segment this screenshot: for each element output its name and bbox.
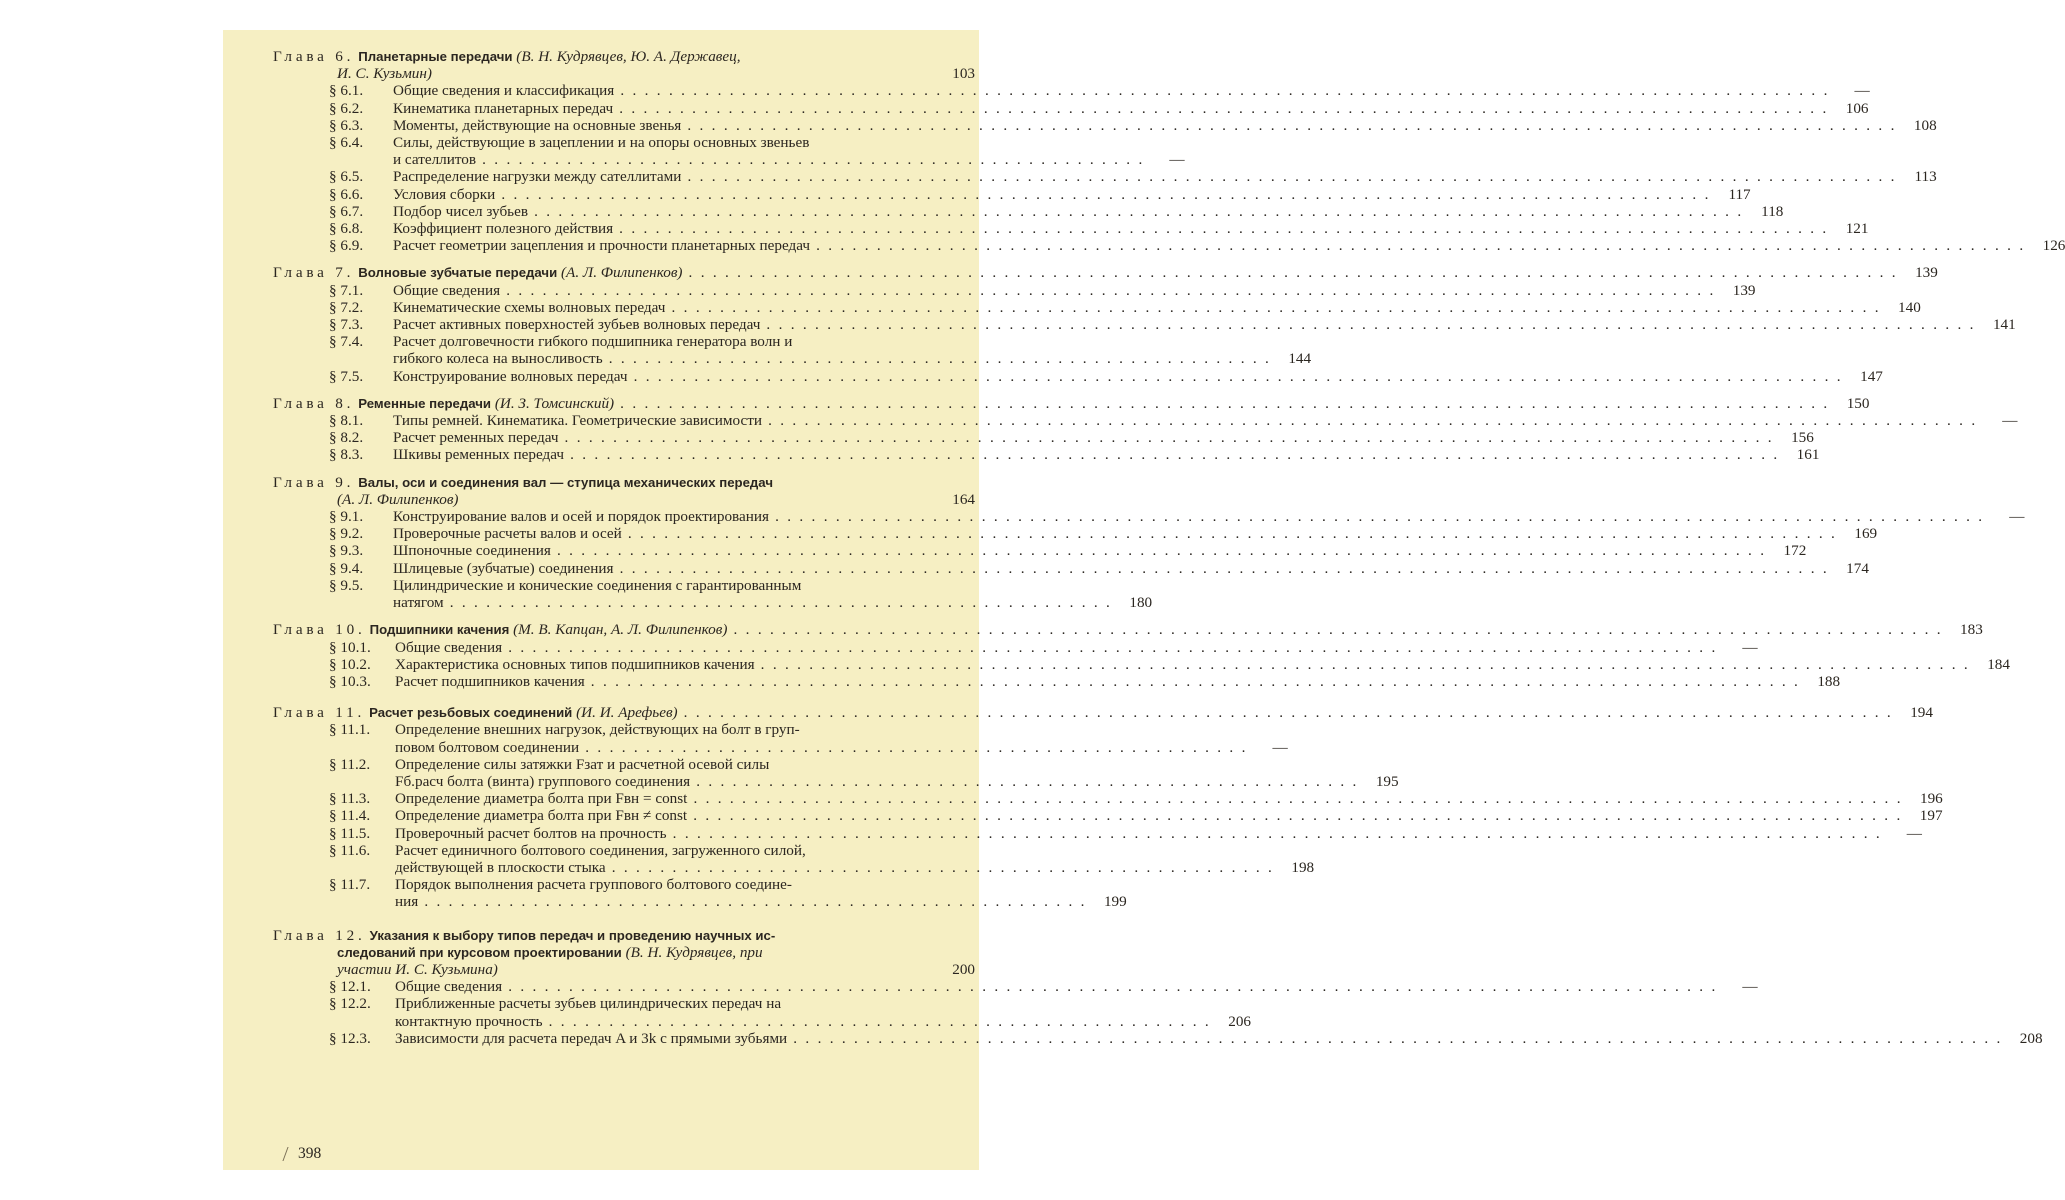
section-page: —: [1742, 978, 1758, 996]
section-title: Определение внешних нагрузок, действующих на болт в груп-: [395, 721, 800, 739]
dot-leader: . . . . . . . . . . . . . . . . . . . . . . . . . . . . . . . . . . . . . . . . . . . . . . . . . . . . . . .: [605, 858, 1275, 876]
section-title-continued: гибкого колеса на выносливость: [393, 350, 603, 368]
section-page: 180: [1129, 594, 1153, 612]
section-title: Условия сборки: [393, 185, 496, 203]
section-entry[interactable]: [273, 672, 1841, 690]
section-entry[interactable]: [273, 576, 1153, 612]
section-title: Конструирование валов и осей и порядок проектирования: [393, 508, 769, 526]
section-page: —: [1906, 824, 1922, 842]
section-title-continued: действующей в плоскости стыка: [395, 858, 606, 876]
section-page: 196: [1919, 790, 1943, 808]
section-page: 144: [1288, 350, 1312, 368]
section-title-continued: натягом: [393, 594, 444, 612]
section-entry[interactable]: [273, 82, 1870, 100]
section-number: § 12.1.: [329, 978, 371, 996]
section-title: Конструирование волновых передач: [393, 367, 628, 385]
chapter-heading[interactable]: [273, 704, 1933, 722]
section-entry[interactable]: [273, 807, 1943, 825]
section-number: § 6.7.: [329, 202, 364, 220]
section-entry[interactable]: [273, 995, 1252, 1030]
section-title: Определение силы затяжки Fзат и расчетной осевой силы: [395, 755, 770, 773]
chapter: [273, 926, 2043, 1047]
section-title: Расчет долговечности гибкого подшипника генератора волн и: [393, 333, 793, 351]
section-title: Кинематика планетарных передач: [393, 99, 614, 117]
section-number: § 9.5.: [329, 576, 364, 594]
section-number: § 6.9.: [329, 237, 364, 255]
section-page: 141: [1992, 316, 2016, 334]
section-page: 184: [1987, 655, 2010, 673]
section-entry[interactable]: [273, 638, 1758, 656]
section-title: Определение диаметра болта при Fвн = const: [395, 790, 688, 808]
section-entry[interactable]: [273, 876, 1127, 911]
section-title: Приближенные расчеты зубьев цилиндрических передач на: [395, 995, 782, 1013]
section-number: § 10.3.: [329, 672, 371, 690]
section-entry[interactable]: [273, 134, 1185, 169]
chapter-label: Глава 8.: [273, 394, 355, 412]
chapter-label: Глава 12.: [273, 926, 366, 944]
chapter-page: 164: [952, 490, 975, 508]
section-number: § 11.2.: [329, 755, 371, 773]
chapter-title: Волновые зубчатые передачи: [358, 265, 558, 281]
section-entry[interactable]: [273, 525, 1878, 543]
section-title: Шлицевые (зубчатые) соединения: [393, 559, 614, 577]
chapter: [273, 394, 2018, 464]
margin-mark: [282, 1147, 294, 1161]
section-entry[interactable]: [273, 978, 1758, 996]
section-number: § 11.4.: [329, 807, 371, 825]
section-number: § 6.2.: [329, 99, 364, 117]
section-page: 169: [1854, 525, 1878, 543]
section-entry[interactable]: [273, 508, 2025, 526]
chapter-page: 183: [1960, 621, 1983, 639]
section-title-continued: Fб.расч болта (винта) группового соединения: [395, 772, 691, 790]
section-entry[interactable]: [273, 116, 1937, 134]
section-title: Расчет подшипников качения: [395, 672, 585, 690]
section-number: § 8.2.: [329, 429, 364, 447]
section-number: § 6.4.: [329, 134, 364, 152]
page-footer: [285, 1145, 321, 1163]
section-title: Общие сведения: [395, 978, 503, 996]
chapter-label: Глава 6.: [273, 48, 355, 65]
section-title: Моменты, действующие на основные звенья: [393, 116, 682, 134]
chapter-authors: (В. Н. Кудрявцев, Ю. А. Державец,: [516, 48, 741, 65]
chapter-title: Указания к выбору типов передач и проведению научных ис-: [369, 927, 776, 943]
section-page: 106: [1845, 99, 1869, 117]
section-entry[interactable]: [273, 168, 1937, 186]
section-number: § 6.1.: [329, 82, 364, 100]
section-entry[interactable]: [273, 446, 1820, 464]
chapter-authors: (А. Л. Филипенков): [561, 264, 683, 282]
chapter-title: Валы, оси и соединения вал — ступица механических передач: [358, 474, 773, 490]
section-entry[interactable]: [273, 790, 1943, 808]
section-title: Общие сведения и классификация: [393, 82, 615, 100]
section-number: § 6.8.: [329, 220, 364, 238]
section-number: § 9.3.: [329, 542, 364, 560]
section-title: Расчет активных поверхностей зубьев волновых передач: [393, 316, 761, 334]
section-number: § 11.1.: [329, 721, 371, 739]
section-page: 188: [1817, 672, 1841, 690]
section-entry[interactable]: [273, 412, 2018, 430]
section-page: 199: [1103, 893, 1127, 911]
section-number: § 11.7.: [329, 876, 371, 894]
section-entry[interactable]: [273, 333, 1312, 368]
section-page: 172: [1783, 542, 1807, 560]
chapter-heading[interactable]: [273, 621, 1983, 639]
section-title-continued: ния: [395, 893, 419, 911]
chapter-page: 200: [952, 960, 975, 978]
chapter: [273, 704, 1943, 911]
section-entry[interactable]: [273, 429, 1814, 447]
chapter-title: Подшипники качения: [369, 622, 510, 638]
section-number: § 7.4.: [329, 333, 364, 351]
chapter-heading[interactable]: [273, 264, 1938, 282]
section-page: 206: [1228, 1012, 1252, 1030]
section-entry[interactable]: [273, 542, 1807, 560]
chapter-heading[interactable]: [273, 927, 975, 979]
section-entry[interactable]: [273, 559, 1869, 577]
section-entry[interactable]: [273, 824, 1922, 842]
section-page: 156: [1791, 429, 1814, 447]
section-entry[interactable]: [273, 281, 1756, 299]
section-page: 174: [1846, 559, 1869, 577]
dot-leader: . . . . . . . . . . . . . . . . . . . . . . . . . . . . . . . . . . . . . . . . . . . . . . . . . . . . . . .: [579, 738, 1248, 756]
section-entry[interactable]: [273, 220, 1869, 238]
section-title: Расчет геометрии зацепления и прочности планетарных передач: [393, 237, 811, 255]
section-entry[interactable]: [273, 202, 1784, 220]
section-title: Шкивы ременных передач: [393, 446, 565, 464]
chapter-label: Глава 7.: [273, 264, 355, 282]
chapter-page: 139: [1915, 264, 1938, 282]
section-number: § 6.5.: [329, 168, 364, 186]
section-title: Коэффициент полезного действия: [393, 220, 614, 238]
dot-leader: . . . . . . . . . . . . . . . . . . . . . . . . . . . . . . . . . . . . . . . . . . . . . . . . . . . . . . .: [690, 772, 1359, 790]
chapter-authors: (В. Н. Кудрявцев, при: [625, 943, 763, 961]
section-page: 139: [1732, 281, 1756, 299]
section-title: Зависимости для расчета передач A и 3k с прямыми зубьями: [395, 1029, 788, 1047]
chapter-authors-continued: участии И. С. Кузьмина): [337, 960, 498, 978]
section-number: § 7.5.: [329, 367, 364, 385]
section-page: 118: [1761, 202, 1784, 220]
section-page: 198: [1291, 858, 1315, 876]
section-number: § 8.1.: [329, 412, 364, 430]
dot-leader: . . . . . . . . . . . . . . . . . . . . . . . . . . . . . . . . . . . . . . . . . . . . . . . . . . . . . . .: [542, 1012, 1212, 1030]
section-title: Проверочные расчеты валов и осей: [393, 525, 622, 543]
chapter-title: Расчет резьбовых соединений: [369, 705, 573, 721]
chapter-authors: (И. И. Арефьев): [576, 704, 678, 722]
section-number: § 10.2.: [329, 655, 371, 673]
chapter: [273, 621, 2010, 690]
section-number: § 6.6.: [329, 185, 364, 203]
section-page: 113: [1914, 168, 1937, 186]
section-title: Характеристика основных типов подшипников качения: [395, 655, 755, 673]
section-title: Распределение нагрузки между сателлитами: [393, 168, 682, 186]
section-number: § 7.2.: [329, 298, 364, 316]
section-number: § 9.4.: [329, 559, 364, 577]
chapter-page: 150: [1846, 394, 1870, 412]
section-page: 126: [2042, 237, 2065, 255]
section-entry[interactable]: [273, 841, 1315, 876]
chapter: [273, 48, 2065, 255]
section-title: Порядок выполнения расчета группового болтового соедине-: [395, 876, 792, 894]
section-title: Цилиндрические и конические соединения с гарантированным: [393, 576, 802, 594]
section-page: 195: [1375, 772, 1399, 790]
section-page: 140: [1898, 298, 1921, 316]
section-title-continued: контактную прочность: [395, 1012, 543, 1030]
section-title-continued: и сателлитов: [393, 151, 477, 169]
chapter-authors: (М. В. Капцан, А. Л. Филипенков): [513, 621, 728, 639]
dot-leader: . . . . . . . . . . . . . . . . . . . . . . . . . . . . . . . . . . . . . . . . . . . . . . . . . . . . . . .: [476, 151, 1145, 169]
section-entry[interactable]: [273, 1029, 2043, 1047]
section-number: § 11.6.: [329, 841, 371, 859]
section-title: Расчет единичного болтового соединения, загруженного силой,: [395, 841, 806, 859]
chapter-label: Глава 9.: [273, 473, 355, 491]
chapter-label: Глава 11.: [273, 704, 366, 722]
dot-leader: . . . . . . . . . . . . . . . . . . . . . . . . . . . . . . . . . . . . . . . . . . . . . . . . . . . . . . .: [602, 350, 1272, 368]
section-entry[interactable]: [273, 755, 1399, 790]
section-title: Общие сведения: [395, 638, 503, 656]
dot-leader: . . . . . . . . . . . . . . . . . . . . . . . . . . . . . . . . . . . . . . . . . . . . . . . . . . . . . . .: [418, 893, 1087, 911]
chapter-label: Глава 10.: [273, 621, 366, 639]
chapter-title-continued: следований при курсовом проектировании: [337, 944, 622, 960]
chapter-authors-continued: (А. Л. Филипенков): [337, 490, 459, 508]
section-title: Шпоночные соединения: [393, 542, 551, 560]
section-entry[interactable]: [273, 298, 1921, 316]
section-page: —: [2009, 508, 2025, 526]
section-title: Кинематические схемы волновых передач: [393, 298, 666, 316]
chapter-authors-continued: И. С. Кузьмин): [337, 65, 432, 83]
chapter-authors: (И. З. Томсинский): [494, 394, 615, 412]
section-number: § 7.3.: [329, 316, 364, 334]
chapter-page: 103: [952, 65, 975, 83]
chapter-title: Ременные передачи: [358, 395, 492, 411]
section-number: § 7.1.: [329, 281, 364, 299]
dot-leader: . . . . . . . . . . . . . . . . . . . . . . . . . . . . . . . . . . . . . . . . . . . . . . . . . . . . . . .: [443, 594, 1113, 612]
section-page: 108: [1913, 116, 1937, 134]
chapter-title: Планетарные передачи: [358, 49, 513, 64]
section-title: Силы, действующие в зацеплении и на опоры основных звеньев: [393, 134, 810, 152]
section-title: Подбор чисел зубьев: [393, 202, 529, 220]
section-number: § 8.3.: [329, 446, 364, 464]
section-page: 208: [2019, 1029, 2043, 1047]
section-number: § 10.1.: [329, 638, 371, 656]
section-entry[interactable]: [273, 99, 1869, 117]
section-page: —: [2002, 412, 2018, 430]
section-number: § 12.2.: [329, 995, 371, 1013]
section-page: 147: [1860, 367, 1883, 385]
section-number: § 12.3.: [329, 1029, 371, 1047]
section-title: Проверочный расчет болтов на прочность: [395, 824, 667, 842]
section-title: Расчет ременных передач: [393, 429, 559, 447]
section-page: —: [1742, 638, 1758, 656]
section-title-continued: повом болтовом соединении: [395, 738, 580, 756]
section-title: Типы ремней. Кинематика. Геометрические зависимости: [393, 412, 763, 430]
section-number: § 11.3.: [329, 790, 371, 808]
section-title: Общие сведения: [393, 281, 501, 299]
chapter: [273, 473, 2025, 612]
section-entry[interactable]: [273, 655, 2010, 673]
section-number: § 9.2.: [329, 525, 364, 543]
section-number: § 11.5.: [329, 824, 371, 842]
section-page: —: [1272, 738, 1288, 756]
section-page: —: [1854, 82, 1870, 100]
chapter-heading[interactable]: [273, 394, 1870, 412]
section-page: 121: [1845, 220, 1869, 238]
book-page: [223, 30, 2065, 1170]
chapter-heading[interactable]: [273, 474, 975, 508]
section-page: 161: [1796, 446, 1820, 464]
section-title: Определение диаметра болта при Fвн ≠ const: [395, 807, 688, 825]
section-page: 117: [1728, 185, 1751, 203]
section-entry[interactable]: [273, 237, 2065, 255]
chapter-page: 194: [1910, 704, 1933, 722]
chapter-heading[interactable]: [273, 48, 975, 82]
table-of-contents: [273, 48, 2065, 1057]
section-page: 197: [1919, 807, 1943, 825]
section-entry[interactable]: [273, 367, 1883, 385]
section-page: —: [1169, 151, 1185, 169]
page-number: 398: [298, 1145, 322, 1162]
chapter: [273, 264, 2016, 385]
section-entry[interactable]: [273, 721, 1288, 756]
section-entry[interactable]: [273, 316, 2016, 334]
section-number: § 9.1.: [329, 508, 364, 526]
section-number: § 6.3.: [329, 116, 364, 134]
section-entry[interactable]: [273, 185, 1751, 203]
